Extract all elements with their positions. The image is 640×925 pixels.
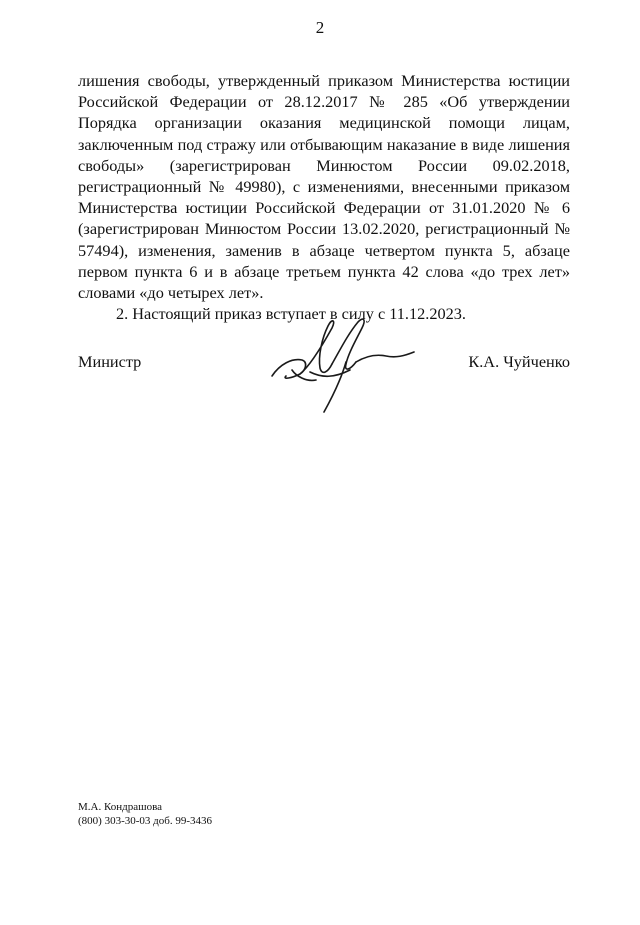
executor-info	[78, 800, 212, 828]
signatory-name: К.А. Чуйченко	[468, 352, 570, 371]
body-paragraph-continuation: лишения свободы, утвержденный приказом Министерства юстиции Российской Федерации от 28.12.2017 № 285 «Об утверждении Порядка организации оказания медицинской помощи лицам, заключенным под стражу или отбывающим наказание в виде лишения свободы» (зарегистрирован Минюстом России 09.02.2018, регистрационный № 49980), с изменениями, внесенными приказом Министерства юстиции Российской Федерации от 31.01.2020 № 6 (зарегистрирован Минюстом России 13.02.2020, регистрационный № 57494), изменения, заменив в абзаце четвертом пункта 5, абзаце первом пункта 6 и в абзаце третьем пункта 42 слова «до трех лет» словами «до четырех лет».	[78, 71, 570, 303]
signature-stroke	[324, 362, 346, 412]
body-paragraph-effective-date: 2. Настоящий приказ вступает в силу с 11.12.2023.	[116, 304, 466, 324]
signature-stroke	[332, 319, 364, 369]
document-body	[78, 70, 570, 324]
signatory-title: Министр	[78, 352, 142, 371]
signature-stroke	[272, 360, 306, 379]
executor-phone: (800) 303-30-03 доб. 99-3436	[78, 815, 213, 827]
handwritten-signature	[262, 306, 422, 418]
page-number: 2	[315, 18, 325, 37]
signature-stroke	[356, 352, 414, 362]
executor-name: М.А. Кондрашова	[78, 801, 163, 813]
signature-stroke	[310, 370, 350, 376]
